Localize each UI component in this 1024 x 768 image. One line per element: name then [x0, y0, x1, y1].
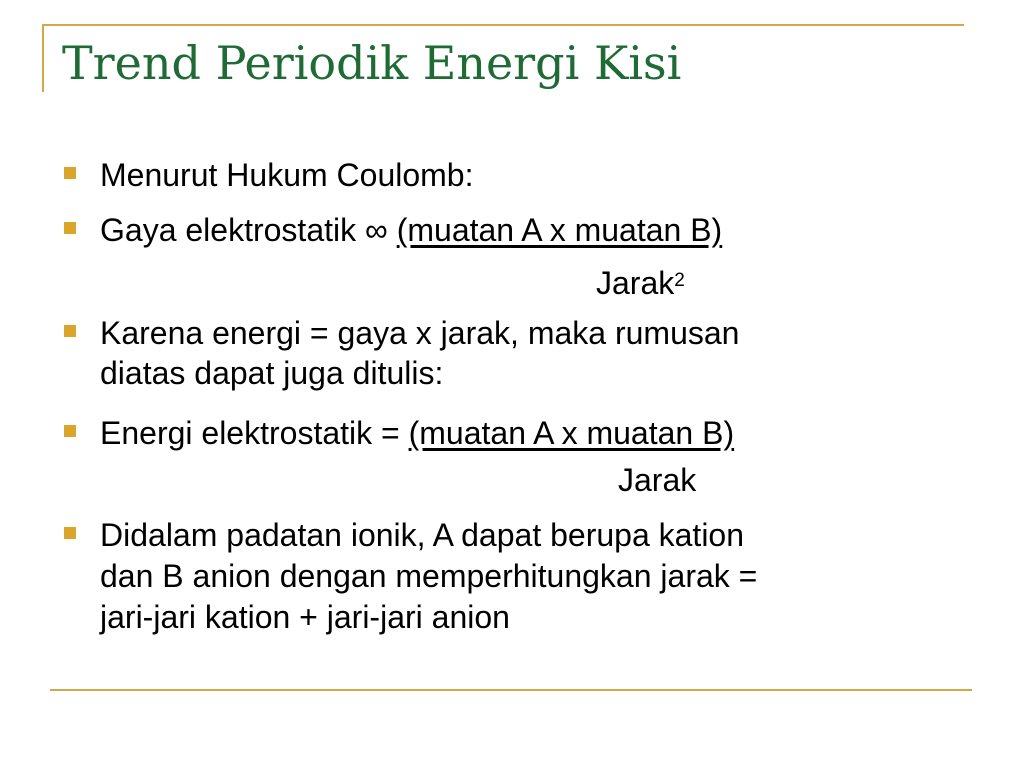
formula-denominator: Jarak — [618, 462, 697, 498]
bullet-text-line: jari-jari kation + jari-jari anion — [100, 599, 510, 635]
slide-title: Trend Periodik Energi Kisi — [62, 36, 682, 90]
formula-prefix: Gaya elektrostatik ∞ — [100, 212, 397, 248]
formula-prefix: Energi elektrostatik = — [100, 415, 409, 451]
formula-denominator: Jarak$^2$ — [596, 265, 685, 301]
bullet-text-line: dan B anion dengan memperhitungkan jarak = — [100, 558, 758, 594]
bullet-formula — [100, 414, 734, 452]
bullet-marker — [64, 527, 76, 539]
formula-numerator: (muatan A x muatan B) — [396, 212, 723, 248]
left-rule — [42, 24, 44, 92]
bullet-text-line: diatas dapat juga ditulis: — [100, 355, 444, 391]
bullet-marker — [64, 325, 76, 337]
formula-exponent: 2 — [674, 270, 685, 291]
bullet-text-line: Didalam padatan ionik, A dapat berupa kation — [100, 517, 745, 553]
bottom-rule — [50, 689, 972, 691]
bullet-marker — [64, 222, 76, 234]
bullet-marker — [64, 167, 76, 179]
bullet-marker — [64, 425, 76, 437]
top-rule — [42, 24, 964, 26]
bullet-text-line: Karena energi = gaya x jarak, maka rumusan — [100, 315, 740, 351]
formula-numerator: (muatan A x muatan B) — [408, 415, 735, 451]
bullet-formula — [100, 211, 722, 249]
bullet-text: Menurut Hukum Coulomb: — [100, 157, 474, 193]
